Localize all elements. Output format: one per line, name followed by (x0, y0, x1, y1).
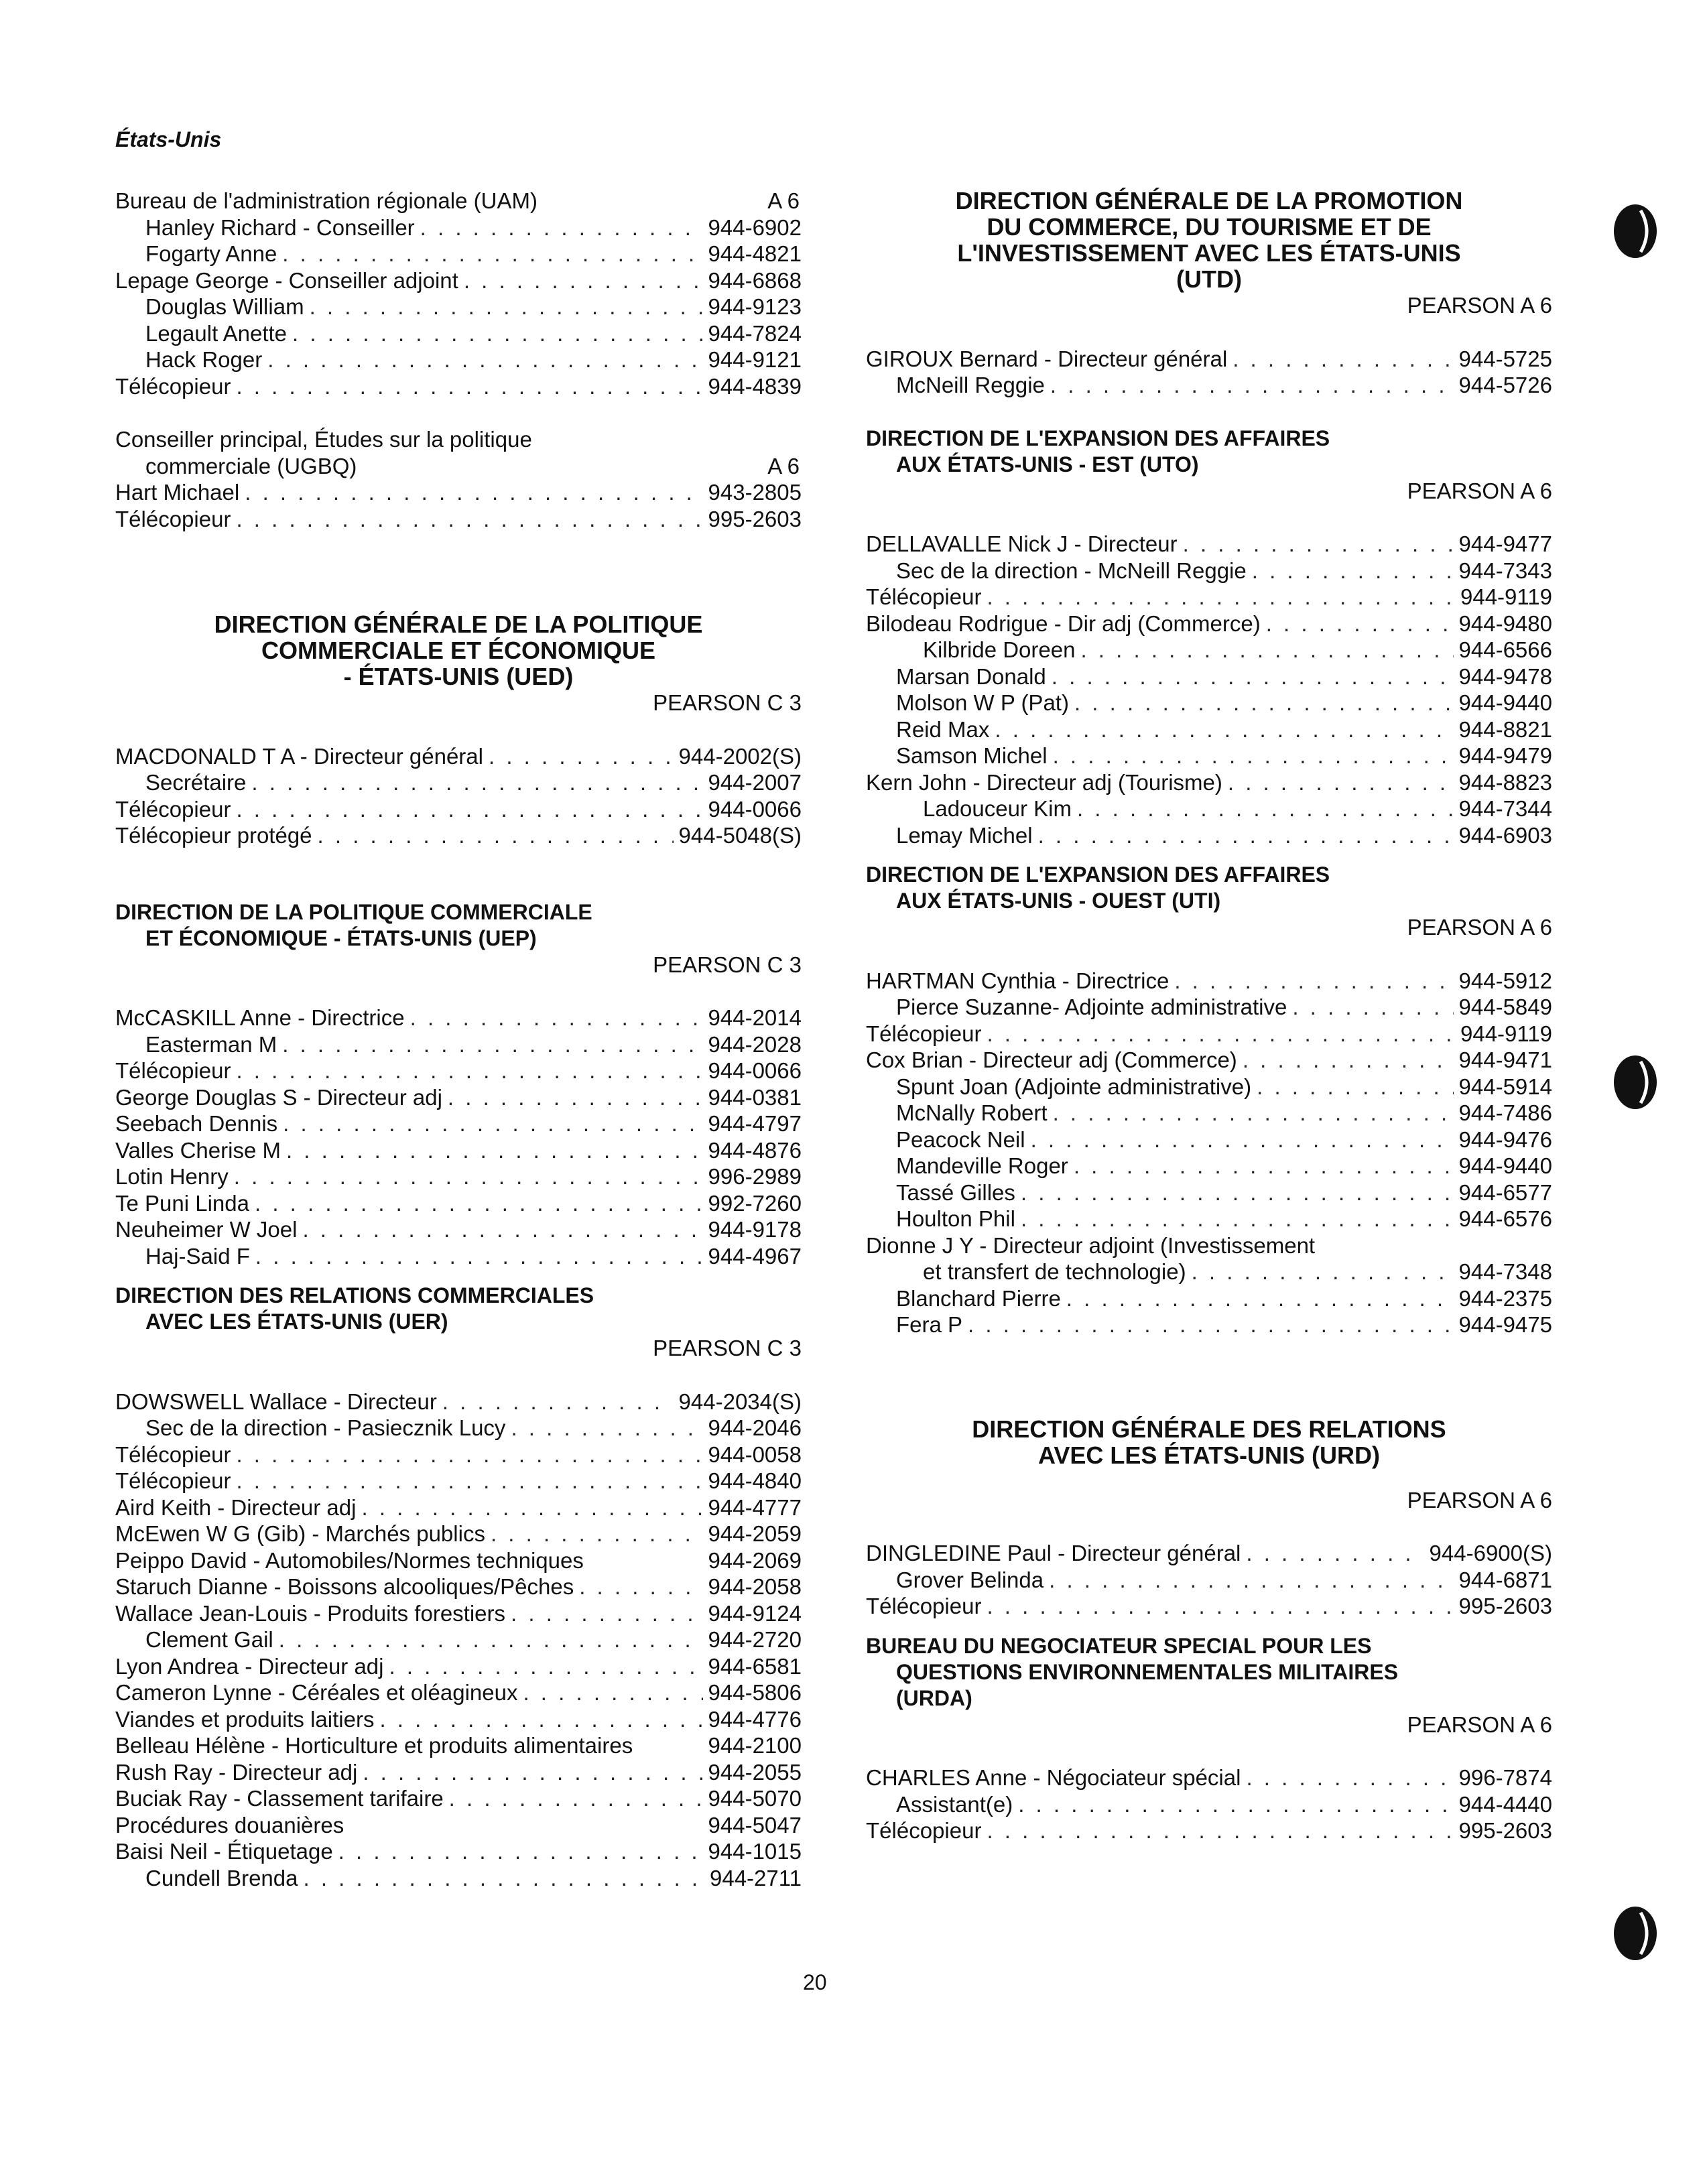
directory-entry (115, 373, 802, 400)
entry-phone: 944-6868 (708, 267, 802, 293)
directory-entry (866, 1791, 1552, 1818)
entry-name: DINGLEDINE Paul - Directeur général (866, 1541, 1241, 1565)
directory-entry (115, 1389, 802, 1415)
entry-phone: 944-7824 (708, 320, 802, 346)
directory-entry (866, 690, 1552, 716)
entry-phone: 944-6871 (1458, 1567, 1552, 1592)
directory-entry (115, 1005, 802, 1031)
location: PEARSON C 3 (653, 1336, 802, 1360)
binder-hole-icon (1611, 1052, 1663, 1112)
directory-entry (115, 1759, 802, 1786)
section-header: Conseiller principal, Études sur la politique (115, 427, 532, 452)
entry-name: Houlton Phil (896, 1206, 1015, 1231)
directory-entry (115, 1547, 802, 1574)
section-uti (866, 862, 1552, 1338)
entry-phone: 944-9478 (1458, 663, 1552, 689)
directory-entry (115, 1732, 802, 1759)
title-line: (UTD) (1176, 265, 1242, 293)
directory-entry (866, 637, 1552, 663)
entry-name: DOWSWELL Wallace - Directeur (115, 1389, 437, 1414)
entry-name: Lotin Henry (115, 1164, 229, 1189)
directory-entry (866, 1259, 1552, 1285)
directory-entry (115, 1057, 802, 1084)
title-line: DU COMMERCE, DU TOURISME ET DE (987, 213, 1432, 241)
entry-phone: 992-7260 (708, 1190, 802, 1216)
entry-phone: 944-9123 (708, 294, 802, 319)
entry-name: Kilbride Doreen (923, 637, 1076, 662)
entry-phone: 944-7343 (1458, 558, 1552, 583)
title-line: - ÉTATS-UNIS (UED) (343, 663, 574, 690)
section-title (115, 1283, 802, 1335)
entry-phone: 944-9440 (1458, 690, 1552, 715)
directory-entry (115, 1084, 802, 1111)
directory-entry (866, 663, 1552, 690)
entry-phone: 944-9475 (1458, 1312, 1552, 1337)
entry-phone: 944-6581 (708, 1653, 802, 1679)
entry-phone: 944-4967 (708, 1243, 802, 1269)
entry-phone: 944-5912 (1458, 968, 1552, 993)
directory-entry (866, 558, 1552, 584)
entry-phone: 944-5070 (708, 1786, 802, 1811)
directory-entry (866, 1817, 1552, 1844)
entry-phone: 944-4839 (708, 373, 802, 399)
entry-phone: 944-4876 (708, 1137, 802, 1163)
entry-name: Télécopieur (115, 1468, 231, 1493)
directory-entry (115, 294, 802, 320)
directory-entry (115, 796, 802, 823)
directory-entry (866, 1021, 1552, 1047)
entry-name: Télécopieur (866, 1594, 982, 1618)
directory-entry (115, 1865, 802, 1892)
entry-name: Grover Belinda (896, 1567, 1044, 1592)
entry-name: Staruch Dianne - Boissons alcooliques/Pêches (115, 1574, 574, 1599)
directory-entry (866, 372, 1552, 399)
entry-name: Te Puni Linda (115, 1190, 249, 1216)
directory-entry (866, 1764, 1552, 1791)
entry-phone: 944-4840 (708, 1468, 802, 1493)
entry-phone: 944-5725 (1458, 346, 1552, 371)
directory-entry (115, 479, 802, 506)
entry-name: Marsan Donald (896, 663, 1046, 689)
entry-phone: 944-2014 (708, 1005, 802, 1030)
entry-name: Fogarty Anne (145, 241, 277, 266)
entry-name: Télécopieur (866, 584, 982, 609)
location: PEARSON A 6 (1407, 293, 1552, 318)
entry-phone: 944-0066 (708, 796, 802, 822)
entry-name: Hart Michael (115, 480, 240, 505)
directory-entry (115, 1706, 802, 1733)
directory-entry (866, 611, 1552, 637)
entry-name: Ladouceur Kim (923, 796, 1072, 821)
directory-entry (115, 1785, 802, 1812)
entry-phone: 944-4440 (1458, 1791, 1552, 1817)
directory-entry (866, 822, 1552, 849)
entry-name: Spunt Joan (Adjointe administrative) (896, 1074, 1252, 1099)
entry-phone: 944-2059 (708, 1521, 802, 1546)
entry-phone: 944-8823 (1458, 769, 1552, 795)
entry-name: Procédures douanières (115, 1812, 344, 1838)
entry-name: Cameron Lynne - Céréales et oléagineux (115, 1680, 518, 1705)
section-uer (115, 1283, 802, 1891)
title-line: AUX ÉTATS-UNIS - OUEST (UTI) (896, 889, 1221, 913)
directory-entry (866, 769, 1552, 796)
binder-hole-icon (1611, 1903, 1663, 1964)
entry-name: Belleau Hélène - Horticulture et produits alimentaires (115, 1733, 633, 1758)
entry-name: Cundell Brenda (145, 1865, 298, 1890)
directory-entry (115, 1031, 802, 1058)
directory-entry (115, 1243, 802, 1270)
entry-phone: 944-0066 (708, 1058, 802, 1083)
entry-name: Lepage George - Conseiller adjoint (115, 267, 458, 293)
entry-name: Télécopieur (115, 373, 231, 399)
title-line: DIRECTION DE L'EXPANSION DES AFFAIRES (866, 426, 1330, 450)
section-urd (866, 1416, 1552, 1620)
directory-entry (866, 1567, 1552, 1594)
entry-name: Peippo David - Automobiles/Normes techniques (115, 1547, 584, 1573)
directory-entry (115, 769, 802, 796)
location: PEARSON C 3 (653, 952, 802, 977)
entry-phone: 944-2720 (708, 1627, 802, 1652)
entry-phone: 944-9178 (708, 1217, 802, 1242)
entry-phone: 944-2058 (708, 1574, 802, 1599)
entry-phone: 944-9119 (1460, 1021, 1552, 1046)
section-title (866, 188, 1552, 292)
directory-entry (115, 506, 802, 533)
directory-entry (866, 1179, 1552, 1206)
entry-name: Pierce Suzanne- Adjointe administrative (896, 994, 1287, 1019)
directory-entry (115, 1494, 802, 1521)
directory-entry (866, 1232, 1552, 1259)
entry-name: MACDONALD T A - Directeur général (115, 743, 483, 769)
location: PEARSON A 6 (1407, 1712, 1552, 1737)
directory-entry (115, 1190, 802, 1217)
directory-entry (115, 1679, 802, 1706)
entry-phone: 943-2805 (708, 480, 802, 505)
entry-phone: 944-6900(S) (1429, 1541, 1552, 1565)
page-number: 20 (803, 1970, 827, 1994)
entry-name: Fera P (896, 1312, 963, 1337)
entry-phone: 944-2046 (708, 1415, 802, 1440)
section-title (866, 1416, 1552, 1468)
location: PEARSON A 6 (1407, 1487, 1552, 1513)
entry-name: Blanchard Pierre (896, 1285, 1061, 1311)
entry-phone: 944-5849 (1458, 994, 1552, 1019)
entry-phone: 944-1015 (708, 1839, 802, 1864)
directory-entry (115, 1653, 802, 1680)
entry-name: Clement Gail (145, 1627, 273, 1652)
entry-phone: 944-6903 (1458, 822, 1552, 848)
left-column (115, 188, 802, 1891)
entry-phone: 944-8821 (1458, 716, 1552, 742)
entry-name: Lyon Andrea - Directeur adj (115, 1653, 384, 1679)
title-line: DIRECTION GÉNÉRALE DE LA PROMOTION (955, 187, 1463, 214)
section-title (866, 862, 1552, 914)
entry-phone: 944-9440 (1458, 1153, 1552, 1178)
entry-phone: 944-2055 (708, 1759, 802, 1785)
title-line: (URDA) (896, 1685, 972, 1710)
entry-phone: 944-7344 (1458, 796, 1552, 821)
directory-entry (115, 1137, 802, 1164)
title-line: L'INVESTISSEMENT AVEC LES ÉTATS-UNIS (957, 239, 1461, 267)
title-line: DIRECTION GÉNÉRALE DE LA POLITIQUE (214, 611, 703, 638)
entry-phone: 995-2603 (708, 506, 802, 531)
entry-name: Peacock Neil (896, 1127, 1025, 1152)
directory-entry (115, 822, 802, 849)
entry-name: Neuheimer W Joel (115, 1217, 298, 1242)
entry-phone: 944-4797 (708, 1111, 802, 1136)
entry-name: Haj-Said F (145, 1243, 250, 1269)
entry-name: George Douglas S - Directeur adj (115, 1084, 442, 1110)
entry-name: Secrétaire (145, 770, 247, 795)
entry-name: Télécopieur (866, 1818, 982, 1843)
entry-phone: 944-7486 (1458, 1100, 1552, 1125)
entry-name: Reid Max (896, 716, 990, 742)
entry-phone: 944-4777 (708, 1494, 802, 1520)
entry-name: Lemay Michel (896, 822, 1033, 848)
directory-entry (866, 1100, 1552, 1127)
entry-phone: 944-5726 (1458, 373, 1552, 397)
running-head: États-Unis (115, 127, 222, 151)
entry-phone: 944-9476 (1458, 1127, 1552, 1152)
title-line: DIRECTION DE LA POLITIQUE COMMERCIALE (115, 899, 592, 924)
title-line: AVEC LES ÉTATS-UNIS (URD) (1038, 1441, 1380, 1469)
directory-entry (115, 1521, 802, 1547)
entry-name: Viandes et produits laitiers (115, 1706, 375, 1732)
entry-phone: 995-2603 (1458, 1594, 1552, 1618)
entry-name: Kern John - Directeur adj (Tourisme) (866, 769, 1222, 795)
entry-name: Seebach Dennis (115, 1111, 278, 1136)
title-line: AVEC LES ÉTATS-UNIS (UER) (145, 1309, 448, 1334)
section-urda (866, 1633, 1552, 1844)
title-line: AUX ÉTATS-UNIS - EST (UTO) (896, 452, 1199, 476)
entry-phone: 944-6576 (1458, 1206, 1552, 1231)
section-title (115, 611, 802, 690)
entry-name: Douglas William (145, 294, 304, 319)
entry-phone: 944-2007 (708, 770, 802, 795)
title-line: BUREAU DU NEGOCIATEUR SPECIAL POUR LES (866, 1633, 1372, 1658)
entry-name: Valles Cherise M (115, 1137, 281, 1163)
title-line: COMMERCIALE ET ÉCONOMIQUE (261, 637, 655, 664)
entry-phone: 944-2375 (1458, 1285, 1552, 1311)
section-title (866, 1633, 1552, 1712)
entry-name: McCASKILL Anne - Directrice (115, 1005, 405, 1030)
directory-entry (866, 1593, 1552, 1620)
directory-entry (115, 1573, 802, 1600)
location: A 6 (767, 188, 800, 213)
entry-phone: 944-9477 (1458, 531, 1552, 556)
entry-name: et transfert de technologie) (923, 1259, 1186, 1284)
title-line: QUESTIONS ENVIRONNEMENTALES MILITAIRES (896, 1659, 1399, 1684)
directory-entry (866, 994, 1552, 1021)
entry-name: Sec de la direction - McNeill Reggie (896, 558, 1247, 583)
entry-name: Sec de la direction - Pasiecznik Lucy (145, 1415, 506, 1440)
entry-phone: 944-9471 (1458, 1047, 1552, 1072)
entry-phone: 944-2711 (709, 1865, 802, 1890)
entry-phone: 944-5048(S) (678, 823, 802, 848)
entry-name: Télécopieur (115, 506, 231, 531)
directory-entry (866, 1285, 1552, 1312)
entry-phone: 944-9121 (708, 347, 802, 372)
entry-name: Mandeville Roger (896, 1153, 1068, 1178)
entry-phone: 944-2028 (708, 1031, 802, 1057)
entry-name: Assistant(e) (896, 1791, 1013, 1817)
entry-phone: 944-0381 (708, 1084, 802, 1110)
entry-phone: 944-5914 (1458, 1074, 1552, 1099)
section-title (115, 899, 802, 952)
directory-entry (866, 968, 1552, 994)
entry-name: Télécopieur (866, 1021, 982, 1046)
entry-name: CHARLES Anne - Négociateur spécial (866, 1765, 1241, 1790)
directory-entry (866, 1074, 1552, 1100)
directory-entry (115, 743, 802, 770)
title-line: DIRECTION DES RELATIONS COMMERCIALES (115, 1283, 594, 1307)
entry-name: Hack Roger (145, 347, 263, 372)
right-column (866, 188, 1552, 1844)
directory-entry (866, 1311, 1552, 1338)
entry-name: Télécopieur (115, 1441, 231, 1467)
entry-name: Cox Brian - Directeur adj (Commerce) (866, 1047, 1237, 1072)
directory-entry (866, 1047, 1552, 1074)
entry-phone: 996-7874 (1458, 1765, 1552, 1790)
section-title (866, 426, 1552, 478)
directory-entry (866, 1206, 1552, 1232)
entry-phone: 944-0058 (708, 1441, 802, 1467)
section-uam (115, 188, 802, 399)
entry-name: Rush Ray - Directeur adj (115, 1759, 358, 1785)
directory-entry (115, 1441, 802, 1468)
entry-name: McEwen W G (Gib) - Marchés publics (115, 1521, 485, 1546)
entry-name: Dionne J Y - Directeur adjoint (Investissement (866, 1232, 1316, 1258)
entry-phone: 944-4776 (708, 1706, 802, 1732)
entry-name: Buciak Ray - Classement tarifaire (115, 1786, 444, 1811)
section-ued (115, 611, 802, 849)
entry-name: Easterman M (145, 1031, 277, 1057)
entry-name: GIROUX Bernard - Directeur général (866, 346, 1228, 371)
entry-name: McNally Robert (896, 1100, 1048, 1125)
entry-name: Télécopieur protégé (115, 823, 312, 848)
entry-phone: 944-6577 (1458, 1179, 1552, 1205)
entry-phone: 944-2100 (708, 1733, 802, 1758)
entry-name: Aird Keith - Directeur adj (115, 1494, 357, 1520)
entry-name: Bilodeau Rodrigue - Dir adj (Commerce) (866, 611, 1261, 636)
directory-entry (866, 1127, 1552, 1153)
directory-entry (866, 743, 1552, 769)
directory-entry (866, 716, 1552, 743)
directory-entry (115, 346, 802, 373)
directory-entry (115, 267, 802, 294)
entry-phone: 944-9480 (1458, 611, 1552, 636)
directory-entry (115, 1468, 802, 1494)
section-utd (866, 188, 1552, 399)
entry-name: McNeill Reggie (896, 373, 1045, 397)
entry-phone: 944-5047 (708, 1812, 802, 1838)
location: PEARSON C 3 (653, 690, 802, 715)
title-line: DIRECTION GÉNÉRALE DES RELATIONS (972, 1415, 1446, 1443)
directory-entry (866, 346, 1552, 373)
location: PEARSON A 6 (1407, 915, 1552, 940)
directory-entry (866, 795, 1552, 822)
directory-entry (866, 1540, 1552, 1567)
directory-entry (115, 241, 802, 267)
entry-phone: 996-2989 (708, 1164, 802, 1189)
directory-entry (115, 320, 802, 347)
directory-entry (115, 1110, 802, 1137)
section-uep (115, 899, 802, 1270)
directory-entry (115, 1812, 802, 1839)
entry-phone: 944-9479 (1458, 743, 1552, 768)
entry-name: Hanley Richard - Conseiller (145, 214, 415, 240)
entry-phone: 944-5806 (708, 1680, 802, 1705)
entry-name: Wallace Jean-Louis - Produits forestiers (115, 1600, 506, 1626)
entry-phone: 944-9119 (1460, 584, 1552, 609)
directory-entry (115, 1415, 802, 1441)
directory-entry (115, 214, 802, 241)
entry-phone: 944-6566 (1458, 637, 1552, 662)
entry-phone: 944-7348 (1458, 1259, 1552, 1284)
title-line: ET ÉCONOMIQUE - ÉTATS-UNIS (UEP) (145, 925, 537, 950)
entry-name: Tassé Gilles (896, 1179, 1015, 1205)
section-ugbq (115, 426, 802, 532)
entry-phone: 944-2002(S) (678, 743, 802, 769)
entry-name: HARTMAN Cynthia - Directrice (866, 968, 1170, 993)
entry-name: Molson W P (Pat) (896, 690, 1069, 715)
entry-name: Samson Michel (896, 743, 1048, 768)
directory-entry (115, 1163, 802, 1190)
directory-entry (115, 1838, 802, 1865)
location: A 6 (767, 453, 800, 478)
entry-phone: 944-6902 (708, 214, 802, 240)
directory-entry (866, 584, 1552, 611)
entry-phone: 944-2069 (708, 1547, 802, 1573)
entry-name: DELLAVALLE Nick J - Directeur (866, 531, 1178, 556)
binder-hole-icon (1611, 201, 1663, 261)
section-header-cont: commerciale (UGBQ) (145, 453, 357, 478)
entry-phone: 944-9124 (708, 1600, 802, 1626)
entry-name: Télécopieur (115, 796, 231, 822)
section-uto (866, 426, 1552, 849)
entry-phone: 995-2603 (1458, 1818, 1552, 1843)
directory-entry (866, 531, 1552, 558)
directory-entry (115, 1600, 802, 1627)
section-header: Bureau de l'administration régionale (UAM) (115, 188, 538, 213)
entry-name: Legault Anette (145, 320, 288, 346)
entry-phone: 944-2034(S) (678, 1389, 802, 1414)
directory-entry (115, 1626, 802, 1653)
entry-name: Baisi Neil - Étiquetage (115, 1839, 333, 1864)
location: PEARSON A 6 (1407, 478, 1552, 503)
directory-entry (115, 1216, 802, 1243)
entry-phone: 944-4821 (708, 241, 802, 266)
entry-name: Télécopieur (115, 1058, 231, 1083)
title-line: DIRECTION DE L'EXPANSION DES AFFAIRES (866, 862, 1330, 887)
directory-entry (866, 1153, 1552, 1179)
